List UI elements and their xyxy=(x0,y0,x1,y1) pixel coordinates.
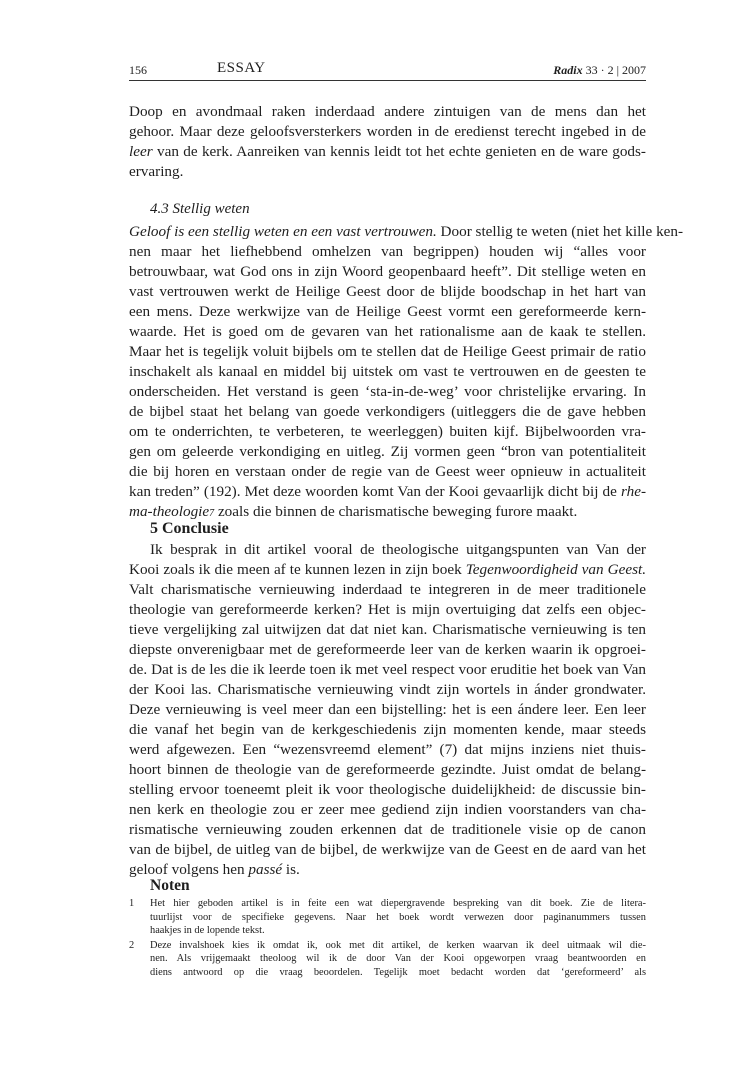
emphasis: leer xyxy=(129,143,153,160)
page-number: 156 xyxy=(129,63,147,77)
text-fragment: geloof volgens hen xyxy=(129,861,249,878)
text-fragment: Kooi zoals ik die meen af te kunnen lezen in zijn boek xyxy=(129,561,466,578)
text-line: hoort binnen de theologie van de gereformeerde gezindte. Juist omdat de belang- xyxy=(129,761,646,778)
footnote xyxy=(129,897,646,938)
footnote xyxy=(129,939,646,980)
footnote-line: nen. Als vrijgemaakt theoloog wil ik de door Van der Kooi opgeworpen vraag beantwoorden en xyxy=(150,953,646,964)
text-line: diepste onverenigbaar met de gereformeerde leer van de kerken waarin ik opgroei- xyxy=(129,641,646,658)
text-line: werd afgewezen. Een “wezensvreemd element” (7) dat mijns inziens niet thuis- xyxy=(129,741,646,758)
emphasis: ma-theologie xyxy=(129,503,210,520)
journal-issue: 33 · 2 | 2007 xyxy=(585,63,646,77)
footnote-number: 2 xyxy=(129,939,135,951)
text-fragment: is. xyxy=(282,861,300,878)
footnote-line: Het hier geboden artikel is in feite een wat diepergravende bespreking van dit boek. Zie de litera- xyxy=(150,898,646,909)
text-line: die bij horen en verstaan onder de regie van de Geest weer opnieuw in actualiteit xyxy=(129,463,646,480)
footnote-reference: 7 xyxy=(209,508,215,519)
text-line: rismatische vernieuwing zouden erkennen dat de traditionele visie op de canon xyxy=(129,821,646,838)
text-line: betrouwbaar, wat God ons in zijn Woord geopenbaard heeft”. Dit stellige weten en xyxy=(129,263,646,280)
emphasis: rhe- xyxy=(620,483,646,500)
section-label: ESSAY xyxy=(217,60,266,76)
text-line: Valt charismatische vernieuwing inderdaad te integreren in de meer traditionele xyxy=(129,581,646,598)
text-fragment: zoals die binnen de charismatische beweging furore maakt. xyxy=(214,503,578,520)
text-line: van de bijbel, de uitleg van de bijbel, de werkwijze van de Geest en de aard van het xyxy=(129,841,646,858)
text-fragment: Door stellig te weten (niet het kille ken- xyxy=(436,223,684,240)
text-line: onderscheiden. Het verstand is geen ‘sta-in-de-weg’ voor christelijke ervaring. In xyxy=(129,383,646,400)
text-line: om te onderrichten, te verbeteren, te weerleggen) buiten kijf. Bijbelwoorden vra- xyxy=(129,423,646,440)
text-line: de bijbel staat het belang van goede verkondigers (uitleggers die de gave hebben xyxy=(129,403,646,420)
section-heading: 5 Conclusie xyxy=(150,520,229,537)
text-line: Ik besprak in dit artikel vooral de theologische uitgangspunten van Van der xyxy=(150,541,646,558)
text-fragment: kan treden” (192). Met deze woorden komt Van der Kooi gevaarlijk dicht bij de xyxy=(129,483,621,500)
text-line: Doop en avondmaal raken inderdaad andere zintuigen van de mens dan het xyxy=(129,103,646,120)
footnote-line: haakjes in de lopende tekst. xyxy=(150,925,265,936)
text-line xyxy=(129,482,646,502)
text-line: der Kooi las. Charismatische vernieuwing vindt zijn wortels in ánder grondwater. xyxy=(129,681,646,698)
text-line: een mens. Deze werkwijze van de Heilige Geest vormt een gereformeerde kern- xyxy=(129,303,646,320)
text-fragment: van de kerk. Aanreiken van kennis leidt tot het echte genieten en de ware gods- xyxy=(156,143,646,160)
footnote-line: Deze invalshoek kies ik omdat ik, ook met dit artikel, de kerken waarvan ik deel uitmaak wil die- xyxy=(150,939,646,951)
text-line: gehoor. Maar deze geloofsversterkers worden in de eredienst terecht ingebed in de xyxy=(129,123,646,140)
text-line: inschakelt als kanaal en middel bij uitstek om vast te vertrouwen en de geesten te xyxy=(129,363,646,380)
journal-name: Radix xyxy=(553,63,583,77)
text-line: de. Dat is de les die ik leerde toen ik met veel respect voor eruditie het boek van Van xyxy=(129,661,646,678)
text-line: ervaring. xyxy=(129,163,184,180)
intro-paragraph xyxy=(129,102,646,182)
text-line xyxy=(129,560,646,580)
section-5-paragraph xyxy=(129,540,646,880)
text-line: die vanaf het begin van de kerkgeschiedenis zijn momenten kende, maar steeds xyxy=(129,721,646,738)
subsection-heading: 4.3 Stellig weten xyxy=(150,201,250,217)
emphasis: Tegenwoordigheid van Geest. xyxy=(465,561,647,578)
notes-heading: Noten xyxy=(150,877,190,894)
footnote-line: tuurlijst voor de specifieke gegevens. Naar het boek wordt verwezen door paginanummers tussen xyxy=(150,911,646,923)
text-line: theologie van gereformeerde kerken? Het is mijn overtuiging dat zelfs een objec- xyxy=(129,601,646,618)
text-line xyxy=(129,222,684,242)
text-line: tieve vergelijking zal uitwijzen dat dat niet kan. Charismatische vernieuwing is ten xyxy=(129,621,646,638)
footnotes xyxy=(129,897,646,980)
running-header xyxy=(129,60,646,82)
journal-info xyxy=(553,63,646,78)
text-line: stelling ervoor toeneemt pleit ik voor theologische duidelijkheid: de discussie bin- xyxy=(129,781,646,798)
emphasis: Geloof is een stellig weten en een vast vertrouwen. xyxy=(129,223,437,240)
section-4-3-paragraph xyxy=(129,222,684,524)
header-rule xyxy=(129,80,646,81)
emphasis: passé xyxy=(248,861,283,878)
text-line xyxy=(129,142,646,162)
footnote-number: 1 xyxy=(129,898,135,909)
text-line: vast vertrouwen werkt de Heilige Geest door de blijde boodschap in het hart van xyxy=(129,283,646,300)
text-line: Deze vernieuwing is veel meer dan een bijstelling: het is een ándere leer. Een leer xyxy=(129,701,646,718)
text-line xyxy=(129,860,646,880)
footnote-line: diens antwoord op die vraag beoordelen. Tegelijk moet bedacht worden dat ‘gereformeerd’ als xyxy=(150,966,646,978)
text-line: nen maar het liefhebbend omhelzen van begrippen) houden wij “alles voor xyxy=(129,243,646,260)
text-line: Maar het is tegelijk voluit bijbels om te stellen dat de Heilige Geest primair de ratio xyxy=(129,343,646,360)
text-line: waarde. Het is goed om de gevaren van het rationalisme aan de kaak te stellen. xyxy=(129,323,646,340)
text-line: gen om geleerde verkondiging en uitleg. Zij vormen geen “bron van potentialiteit xyxy=(129,443,646,460)
text-line: nen kerk en theologie zou er zeer mee gediend zijn indien voorstanders van cha- xyxy=(129,801,646,818)
